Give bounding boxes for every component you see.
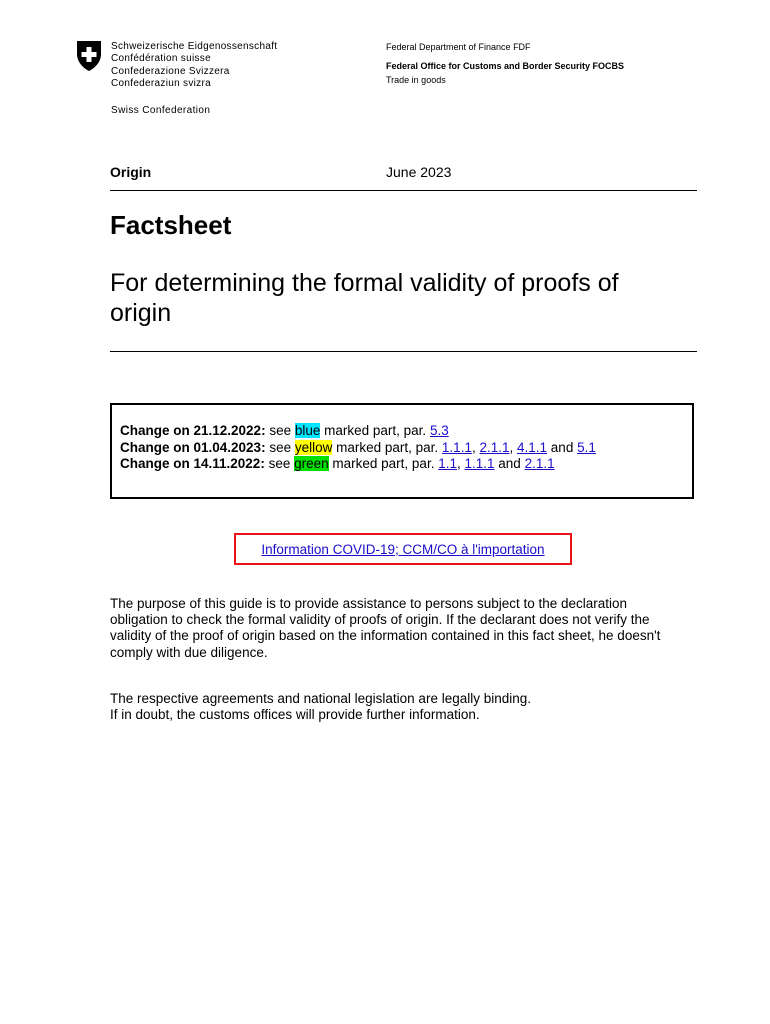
confederation-name-rm: Confederaziun svizra [111, 78, 211, 90]
paragraph-line: If in doubt, the customs offices will provide further information. [110, 707, 480, 723]
purpose-paragraph [110, 596, 700, 661]
change-date-label: Change on 21.12.2022: [120, 423, 266, 438]
change-date-label: Change on 14.11.2022: [120, 456, 265, 471]
change-entry: Change on 14.11.2022: see green marked part, par. 1.1, 1.1.1 and 2.1.1 [120, 456, 555, 471]
paragraph-link[interactable]: 1.1.1 [441, 439, 472, 455]
date-label: June 2023 [386, 164, 452, 180]
unit-name: Trade in goods [386, 75, 446, 85]
change-date-label: Change on 01.04.2023: [120, 439, 266, 455]
confederation-name-it: Confederazione Svizzera [111, 65, 230, 77]
topic-label: Origin [110, 164, 152, 180]
swiss-crest-icon [75, 40, 103, 72]
header-divider [110, 190, 697, 191]
paragraph-line: The purpose of this guide is to provide assistance to persons subject to the declaration [110, 596, 628, 611]
subtitle-line: For determining the formal validity of proofs of [110, 269, 619, 297]
paragraph-link[interactable]: 1.1 [438, 456, 457, 471]
highlight-color-word: blue [294, 423, 321, 438]
paragraph-line: The respective agreements and national legislation are legally binding. [110, 691, 532, 706]
department-block [386, 42, 624, 86]
subtitle-line: origin [110, 299, 172, 327]
office-name: Federal Office for Customs and Border Security FOCBS [386, 61, 625, 71]
legal-paragraph [110, 691, 700, 723]
page-title: Factsheet [110, 210, 232, 240]
page-subtitle [110, 268, 690, 328]
paragraph-link[interactable]: 2.1.1 [479, 439, 510, 455]
paragraph-link[interactable]: 5.1 [577, 439, 596, 455]
title-divider [110, 351, 697, 352]
change-entry: Change on 21.12.2022: see blue marked part, par. 5.3 [120, 423, 449, 438]
covid-link-box [234, 533, 572, 565]
paragraph-line: comply with due diligence. [110, 644, 268, 660]
paragraph-line: validity of the proof of origin based on the information contained in this fact sheet, he doesn't [110, 628, 661, 644]
highlight-color-word: green [294, 456, 329, 471]
paragraph-link[interactable]: 2.1.1 [524, 456, 555, 471]
confederation-names [111, 41, 277, 91]
confederation-name-fr: Confédération suisse [111, 53, 211, 65]
confederation-name-en: Swiss Confederation [111, 105, 211, 116]
change-log-box [110, 403, 694, 499]
paragraph-link[interactable]: 4.1.1 [517, 439, 548, 455]
paragraph-link[interactable]: 1.1.1 [464, 456, 495, 471]
department-name: Federal Department of Finance FDF [386, 42, 531, 52]
confederation-name-de: Schweizerische Eidgenossenschaft [111, 41, 278, 52]
paragraph-link[interactable]: 5.3 [429, 423, 449, 438]
change-entry: Change on 01.04.2023: see yellow marked part, par. 1.1.1, 2.1.1, 4.1.1 and 5.1 [120, 439, 596, 455]
covid-info-link[interactable]: Information COVID-19; CCM/CO à l'importation [261, 541, 545, 557]
paragraph-line: obligation to check the formal validity of proofs of origin. If the declarant does not verify the [110, 612, 650, 628]
highlight-color-word: yellow [294, 439, 333, 455]
